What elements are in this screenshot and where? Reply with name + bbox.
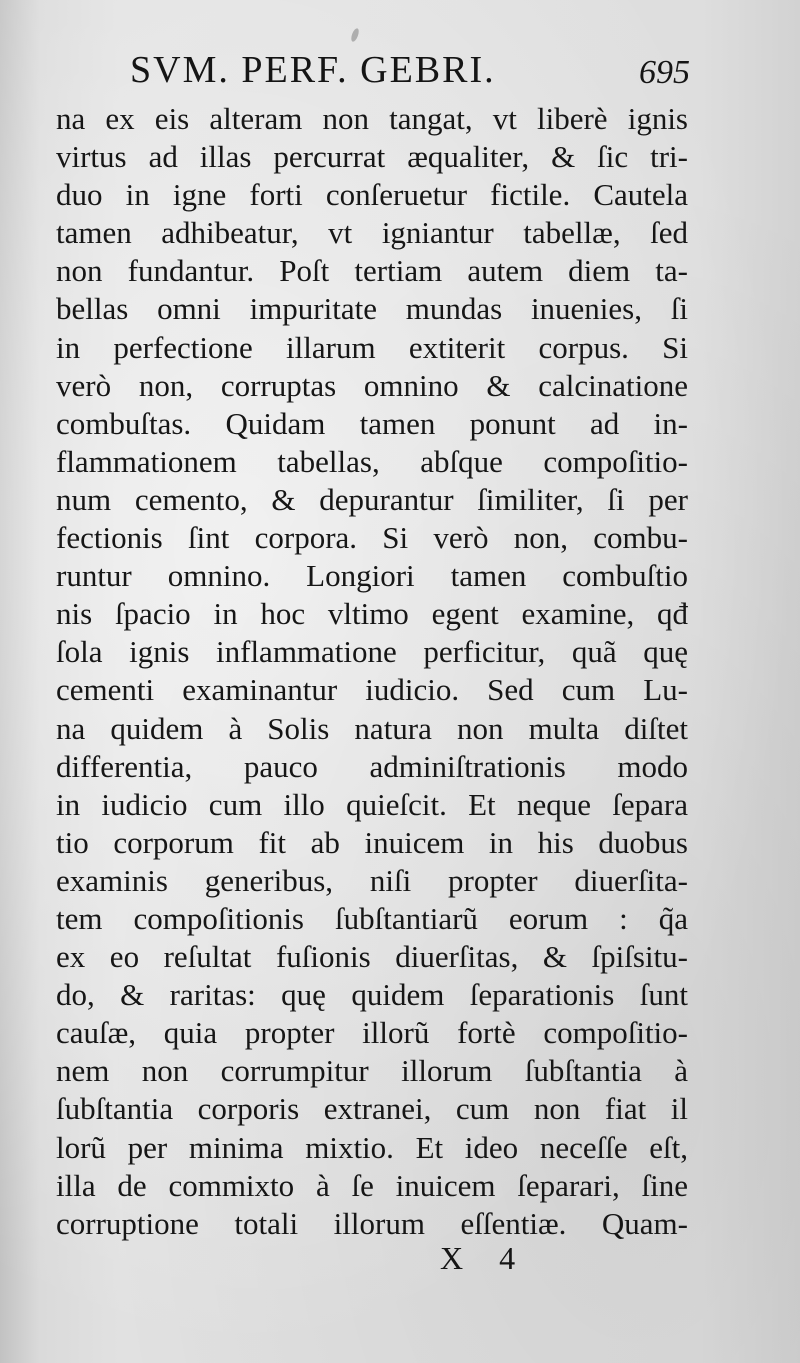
text-line: runtur omnino. Longiori tamen combuſtio [56,558,688,594]
text-line: verò non, corruptas omnino & calcinatione [56,367,688,403]
text-line: fectionis ſint corpora. Si verò non, combu- [56,520,688,556]
text-line: combuſtas. Quidam tamen ponunt ad in- [56,405,688,441]
text-line: ſola ignis inflammatione perficitur, quã quę [56,634,688,670]
text-line: cauſæ, quia propter illorũ fortè compoſitio- [56,1015,688,1051]
text-line: in perfectione illarum extiterit corpus. Si [56,329,688,365]
text-line: corruptione totali illorum eſſentiæ. Quam- [56,1205,688,1241]
text-line: flammationem tabellas, abſque compoſitio- [56,443,688,479]
text-line: tamen adhibeatur, vt igniantur tabellæ, ſed [56,215,688,251]
running-head-title: SVM. PERF. GEBRI. [130,49,496,91]
text-line: tio corporum fit ab inuicem in his duobus [56,824,688,860]
text-line: lorũ per minima mixtio. Et ideo neceſſe eſt, [56,1129,688,1165]
ink-smudge [350,27,360,42]
text-line: in iudicio cum illo quieſcit. Et neque ſepara [56,786,688,822]
signature-mark: X 4 [440,1240,516,1276]
text-line: num cemento, & depurantur ſimiliter, ſi per [56,481,688,517]
text-line: na quidem à Solis natura non multa diſtet [56,710,688,746]
text-line: ſubſtantia corporis extranei, cum non fiat il [56,1091,688,1127]
text-line: illa de commixto à ſe inuicem ſeparari, ſine [56,1167,688,1203]
text-line: cementi examinantur iudicio. Sed cum Lu- [56,672,688,708]
running-head [130,48,690,98]
page-number: 695 [639,54,690,91]
text-line: ex eo reſultat fuſionis diuerſitas, & ſpiſsitu- [56,939,688,975]
text-line: do, & raritas: quę quidem ſeparationis ſunt [56,977,688,1013]
text-line: duo in igne forti conſeruetur fictile. Cautela [56,177,688,213]
text-line: bellas omni impuritate mundas inuenies, ſi [56,291,688,327]
text-line: nem non corrumpitur illorum ſubſtantia à [56,1053,688,1089]
text-line: nis ſpacio in hoc vltimo egent examine, qđ [56,596,688,632]
text-line: non fundantur. Poſt tertiam autem diem ta- [56,253,688,289]
text-line: na ex eis alteram non tangat, vt liberè ignis [56,101,688,136]
text-line: examinis generibus, niſi propter diuerſita- [56,862,688,898]
text-line: differentia, pauco adminiſtrationis modo [56,748,688,784]
body-text [56,100,688,1243]
text-line: virtus ad illas percurrat æqualiter, & ſic tri- [56,139,688,175]
text-line: tem compoſitionis ſubſtantiarũ eorum : q̃a [56,900,688,936]
